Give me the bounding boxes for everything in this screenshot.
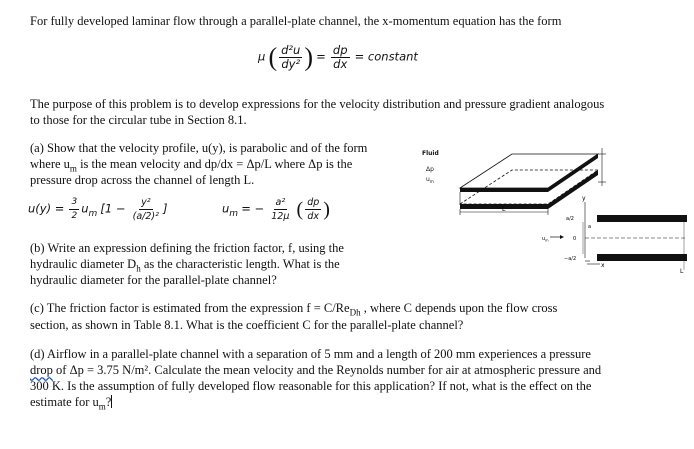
- part-b-line-3: hydraulic diameter for the parallel-plate channel?: [30, 273, 277, 287]
- part-c-sub: Dh: [349, 307, 361, 318]
- diagram-dp-label: Δp: [426, 166, 434, 173]
- part-d-sub: m: [98, 401, 106, 412]
- eqr-frac-num: a²: [275, 197, 286, 208]
- diagram-a-bot-label: −a/2: [564, 256, 577, 262]
- eqr-eq: = −: [241, 201, 265, 216]
- cross-section: [542, 195, 687, 275]
- part-a-line-1: (a) Show that the velocity profile, u(y), is parabolic and of the form: [30, 141, 368, 155]
- part-a-line-2-text: where u: [30, 157, 70, 171]
- part-d-line-1: (d) Airflow in a parallel-plate channel with a separation of 5 mm and a length of 200 mm experiences a pressure: [30, 347, 591, 361]
- part-b-line-1: (b) Write an expression defining the friction factor, f, using the: [30, 241, 344, 255]
- mean-velocity-equation: $u_m$ = − $\frac{\text{a²}}{12\mu}$ ( $\frac{dp}{dx}$ ): [222, 197, 330, 222]
- eqr-lhs: u: [222, 201, 230, 216]
- eqr-paren-den: dx: [307, 211, 320, 222]
- part-a-line-3: pressure drop across the channel of length L.: [30, 173, 255, 187]
- eqa-um: u: [81, 201, 89, 216]
- eqr-paren-num: dp: [307, 197, 320, 208]
- diagram-x-label: x: [601, 262, 605, 269]
- eqa-coef-den: 2: [71, 211, 78, 221]
- diagram-L2-label: L: [680, 268, 684, 275]
- part-b-line-2b: as the characteristic length. What is the: [140, 257, 340, 271]
- eq-mu: μ: [258, 49, 266, 64]
- part-d-line-4: [30, 394, 112, 415]
- eq-rhs-tail: = constant: [354, 49, 418, 64]
- part-c-line-1b: , where C depends upon the flow cross: [360, 301, 558, 315]
- part-d-line-3: 300 K. Is the assumption of fully developed flow reasonable for this application? If not, what is the effect on the: [30, 379, 592, 393]
- part-b-line-2a: hydraulic diameter D: [30, 257, 137, 271]
- eq-rhs-num: dp: [332, 43, 348, 57]
- part-a-sub: m: [69, 163, 77, 174]
- diagram-a-top-label: a/2: [566, 216, 574, 222]
- part-d-line-2b: of Δp = 3.75 N/m². Calculate the mean velocity and the Reynolds number for air at atmospheric pressure and: [52, 363, 602, 377]
- diagram-um-label: $u_m$: [426, 176, 434, 184]
- eq-num: d²u: [281, 43, 301, 57]
- eqr-lhs-sub: m: [229, 208, 239, 219]
- diagram-um2-label: $u_m$: [542, 236, 549, 243]
- eqa-bracket-close: ]: [162, 201, 168, 216]
- part-d-line-4a: estimate for u: [30, 395, 99, 409]
- part-c-line-2: section, as shown in Table 8.1. What is the coefficient C for the parallel-plate channel?: [30, 318, 464, 332]
- eq-rhs-den: dx: [333, 57, 348, 71]
- diagram-zero-label: 0: [573, 236, 577, 242]
- part-a-line-2-tail: is the mean velocity and dp/dx = Δp/L where Δp is the: [76, 157, 353, 171]
- purpose-line-2: to those for the circular tube in Section 8.1.: [30, 113, 247, 127]
- eqr-frac-den: 12μ: [271, 211, 290, 222]
- eqa-lhs: u(y) =: [28, 201, 65, 216]
- main-equation: μ ( $\frac{\text{d²u}}{\text{dy²}}$ ) = $\frac{dp}{dx}$ = constant: [258, 42, 418, 72]
- eqa-frac-den: (a/2)²: [132, 211, 159, 222]
- eqa-bracket-open: [1 −: [100, 201, 126, 216]
- eqa-frac-num: y²: [141, 197, 151, 208]
- part-b-sub: h: [136, 263, 141, 274]
- part-d-drop-word: drop: [30, 363, 53, 377]
- part-d-line-2: [30, 362, 601, 379]
- velocity-profile-equation: [28, 196, 167, 223]
- eqa-um-sub: m: [88, 208, 98, 219]
- part-c-line-1a: (c) The friction factor is estimated from the expression f = C/Re: [30, 301, 350, 315]
- intro-text: For fully developed laminar flow through a parallel-plate channel, the x-momentum equation has the form: [30, 14, 562, 28]
- eqa-coef-num: 3: [69, 196, 79, 210]
- text-cursor: [111, 395, 112, 408]
- purpose-line-1: The purpose of this problem is to develop expressions for the velocity distribution and pressure gradient analogous: [30, 97, 605, 111]
- parallel-plate-diagram: [420, 140, 690, 275]
- diagram-y-label: y: [582, 195, 586, 202]
- part-d-line-4b: ?: [105, 395, 112, 409]
- eq-equals: =: [316, 49, 326, 64]
- diagram-a-label: a: [588, 224, 592, 230]
- diagram-fluid-label: Fluid: [422, 150, 439, 157]
- eq-den: dy²: [281, 57, 301, 71]
- diagram-L-label: L: [502, 206, 506, 213]
